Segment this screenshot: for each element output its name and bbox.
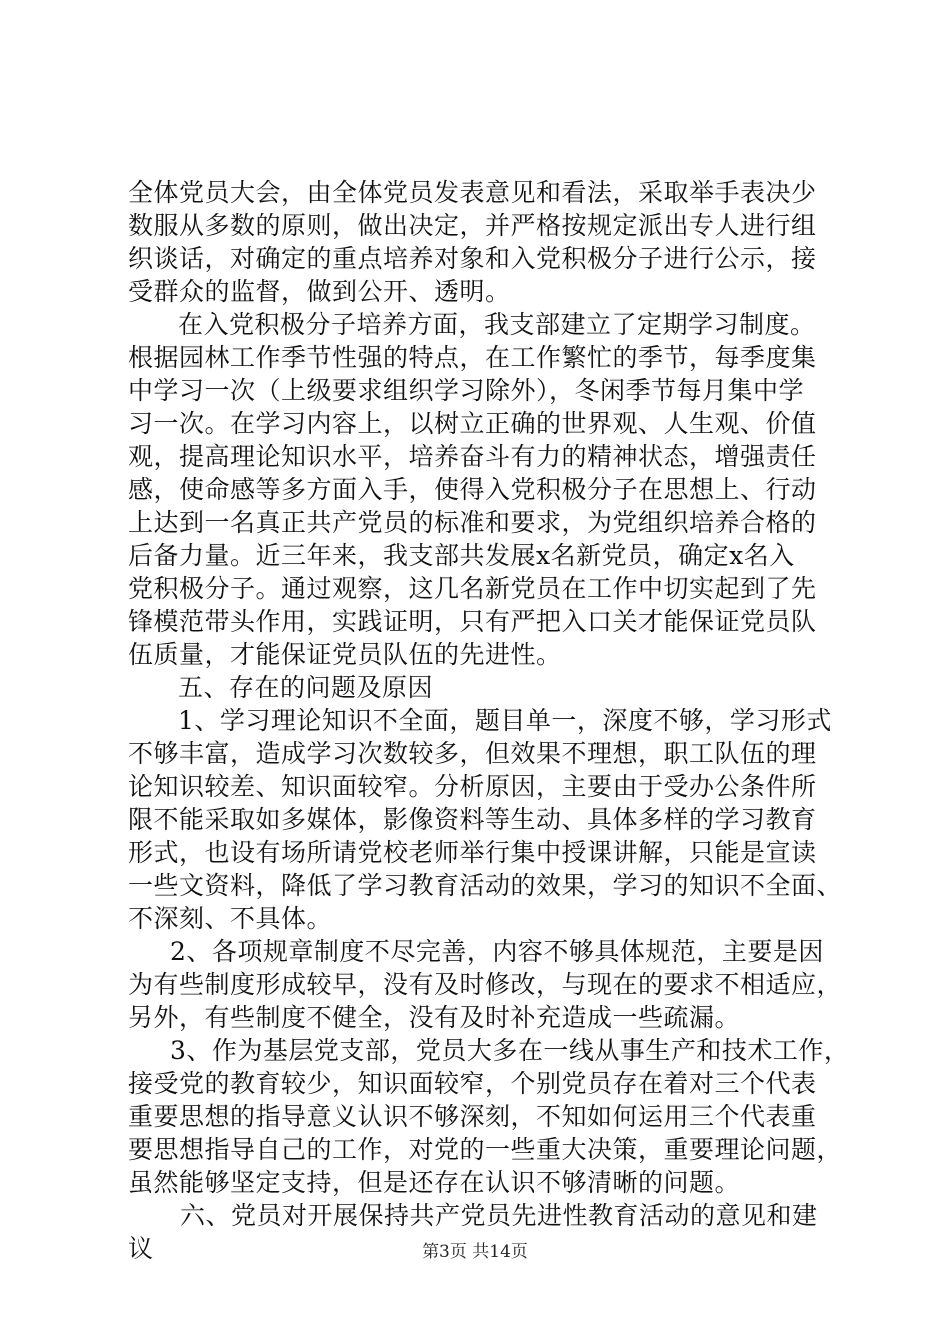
text-line: 另外，有些制度不健全，没有及时补充造成一些疏漏。 <box>128 1003 741 1032</box>
text-line: 感，使命感等多方面入手，使得入党积极分子在思想上、行动 <box>128 475 817 504</box>
text-line: 后备力量。近三年来，我支部共发展x名新党员，确定x名入 <box>128 541 795 570</box>
text-line: 论知识较差、知识面较窄。分析原因，主要由于受办公条件所 <box>128 772 817 801</box>
text-line: 为有些制度形成较早，没有及时修改，与现在的要求不相适应， <box>128 970 843 999</box>
text-line: 受群众的监督，做到公开、透明。 <box>128 277 511 306</box>
text-line: 不深刻、不具体。 <box>128 904 333 933</box>
section-heading: 六、党员对开展保持共产党员先进性教育活动的意见和建 <box>180 1201 818 1230</box>
text-line: 中学习一次（上级要求组织学习除外），冬闲季节每月集中学 <box>128 376 805 405</box>
page-number-footer: 第3页 共14页 <box>422 1242 528 1262</box>
text-line: 观，提高理论知识水平，培养奋斗有力的精神状态，增强责任 <box>128 442 817 471</box>
text-line: 虽然能够坚定支持，但是还存在认识不够清晰的问题。 <box>128 1168 741 1197</box>
text-line: 数服从多数的原则，做出决定，并严格按规定派出专人进行组 <box>128 211 817 240</box>
text-line: 全体党员大会，由全体党员发表意见和看法，采取举手表决少 <box>128 178 817 207</box>
text-line: 形式，也设有场所请党校老师举行集中授课讲解，只能是宣读 <box>128 838 817 867</box>
text-line: 限不能采取如多媒体，影像资料等生动、具体多样的学习教育 <box>128 805 817 834</box>
text-line: 上达到一名真正共产党员的标准和要求，为党组织培养合格的 <box>128 508 817 537</box>
paragraph-start-line: 在入党积极分子培养方面，我支部建立了定期学习制度。 <box>178 310 816 339</box>
text-line: 议 <box>128 1234 154 1263</box>
text-line: 织谈话，对确定的重点培养对象和入党积极分子进行公示，接 <box>128 244 817 273</box>
paragraph-start-line: 1、学习理论知识不全面，题目单一，深度不够，学习形式 <box>178 706 832 735</box>
text-line: 重要思想的指导意义认识不够深刻，不知如何运用三个代表重 <box>128 1102 817 1131</box>
text-line: 习一次。在学习内容上，以树立正确的世界观、人生观、价值 <box>128 409 817 438</box>
text-line: 一些文资料，降低了学习教育活动的效果，学习的知识不全面、 <box>128 871 843 900</box>
text-line: 要思想指导自己的工作，对党的一些重大决策，重要理论问题， <box>128 1135 843 1164</box>
text-line: 根据园林工作季节性强的特点，在工作繁忙的季节，每季度集 <box>128 343 817 372</box>
text-line: 伍质量，才能保证党员队伍的先进性。 <box>128 640 562 669</box>
text-line: 锋模范带头作用，实践证明，只有严把入口关才能保证党员队 <box>128 607 817 636</box>
paragraph-start-line: 2、各项规章制度不尽完善，内容不够具体规范，主要是因 <box>170 937 824 966</box>
section-heading: 五、存在的问题及原因 <box>178 673 434 702</box>
text-line: 不够丰富，造成学习次数较多，但效果不理想，职工队伍的理 <box>128 739 817 768</box>
text-line: 党积极分子。通过观察，这几名新党员在工作中切实起到了先 <box>128 574 817 603</box>
body-text <box>128 176 850 1265</box>
text-line: 接受党的教育较少，知识面较窄，个别党员存在着对三个代表 <box>128 1069 817 1098</box>
paragraph-start-line: 3、作为基层党支部，党员大多在一线从事生产和技术工作， <box>170 1036 850 1065</box>
